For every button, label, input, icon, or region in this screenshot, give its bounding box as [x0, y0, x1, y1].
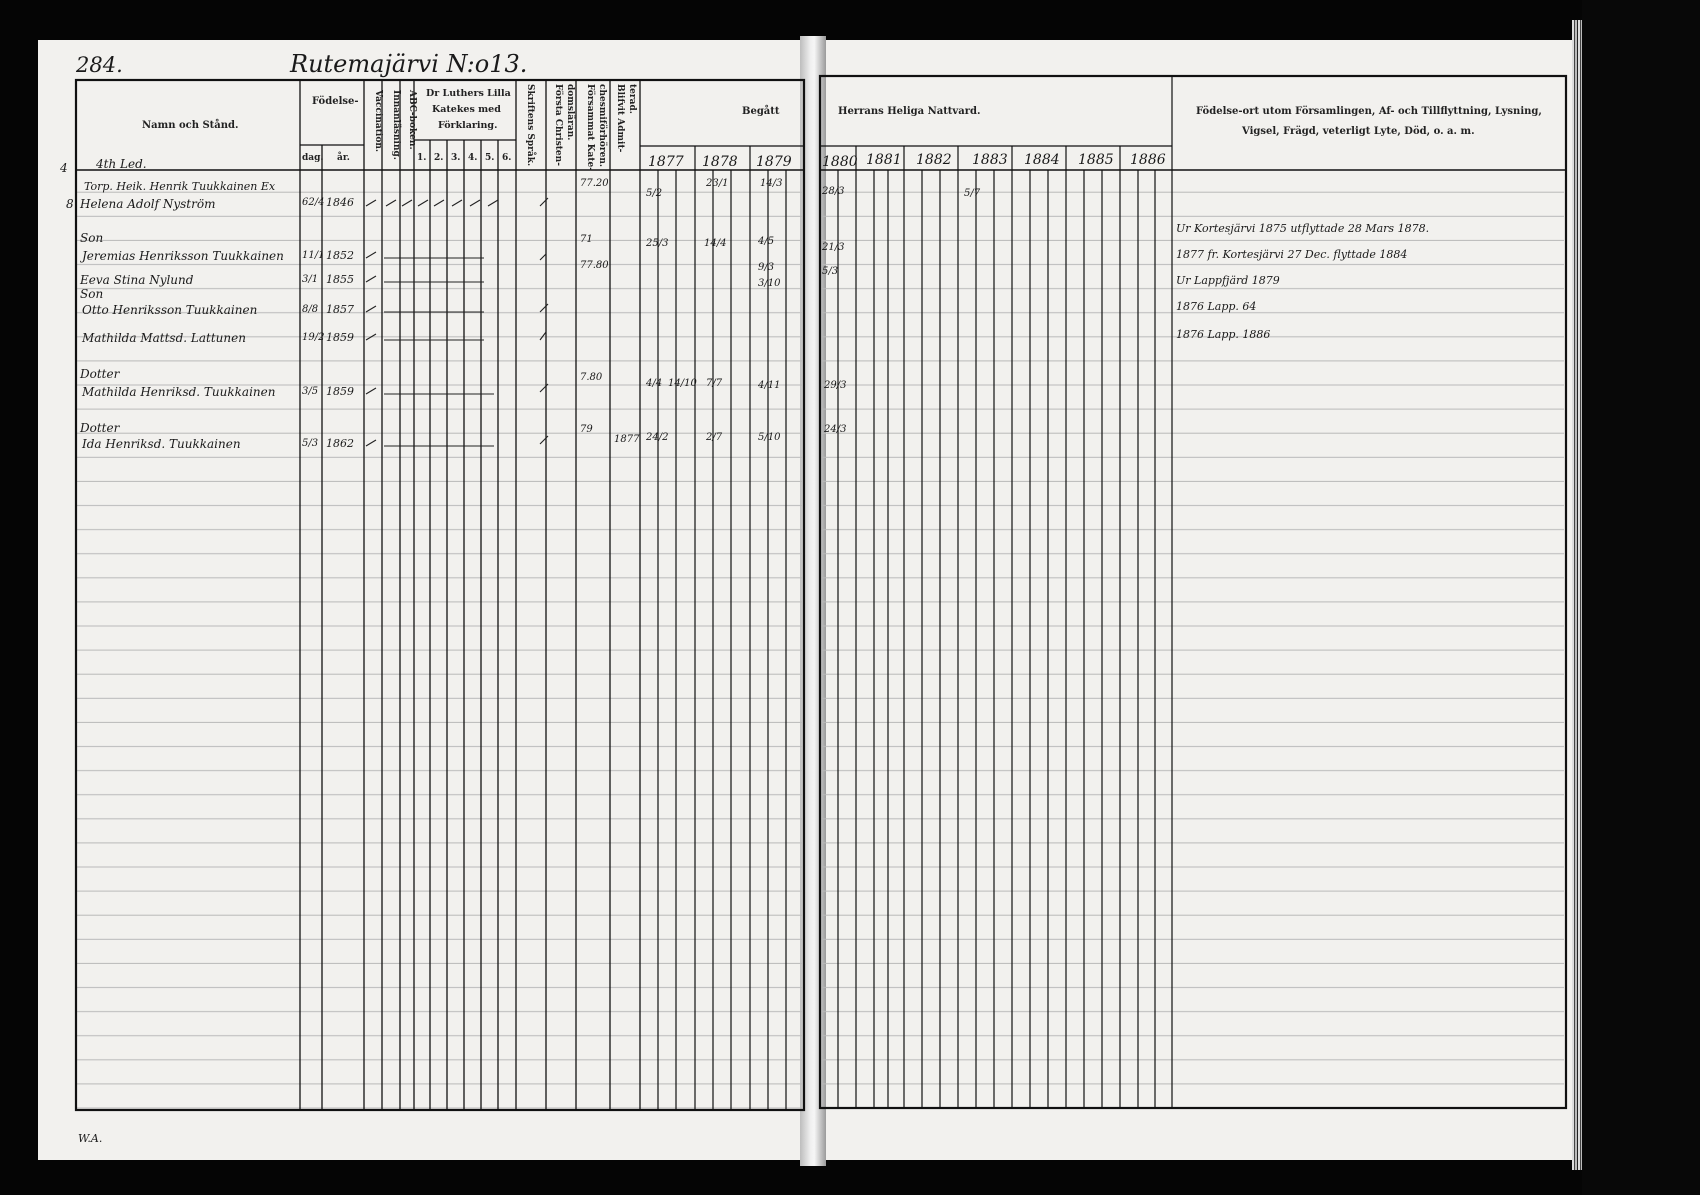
svg-text:2/7: 2/7	[706, 432, 723, 443]
svg-text:7/7: 7/7	[706, 378, 723, 389]
svg-text:28/3: 28/3	[822, 186, 845, 197]
entry-name: Ida Henriksd. Tuukkainen	[82, 437, 241, 451]
year-1877: 1877	[648, 154, 684, 170]
remark-line: 1876 Lapp. 64	[1176, 300, 1257, 313]
year-1878: 1878	[702, 154, 738, 170]
village-title: Rutemajärvi N:o13.	[290, 50, 528, 78]
entry-name: Helena Adolf Nyström	[80, 197, 216, 211]
name-column-header: Namn och Stånd.	[142, 120, 239, 131]
svg-text:14/10: 14/10	[668, 378, 697, 389]
entry-year: 1859	[326, 331, 354, 344]
remarks-header-2: Vigsel, Frägd, veterligt Lyte, Död, o. a. m.	[1242, 126, 1475, 137]
remark-line: 1877 fr. Kortesjärvi 27 Dec. flyttade 1884	[1176, 248, 1408, 261]
entry-day: 8/8	[302, 304, 319, 315]
forsamlat-header-2: chesmiförhören.	[597, 84, 607, 168]
entry-day: 11/1	[302, 250, 325, 261]
luther-header-3: Förklaring.	[438, 120, 498, 131]
year-1881: 1881	[866, 152, 902, 168]
svg-text:4/4: 4/4	[646, 378, 663, 389]
luther-col-5: 5.	[485, 153, 495, 163]
svg-text:25/3: 25/3	[646, 238, 669, 249]
remark-line: Ur Kortesjärvi 1875 utflyttade 28 Mars 1878.	[1176, 222, 1430, 235]
entry-relation: 4th Led.	[96, 157, 147, 171]
remarks-header-1: Födelse-ort utom Församlingen, Af- och Tillflyttning, Lysning,	[1196, 106, 1542, 117]
svg-text:14/4: 14/4	[704, 238, 727, 249]
entry-relation: Dotter	[80, 367, 120, 381]
entry-prefix: 4	[60, 161, 68, 175]
entry-day: 3/5	[302, 386, 319, 397]
svg-text:4/11: 4/11	[758, 380, 781, 391]
luther-col-4: 4.	[468, 153, 478, 163]
entry-year: 1859	[326, 385, 354, 398]
entry-year: 1855	[326, 273, 354, 286]
entry-day: 3/1	[302, 274, 319, 285]
svg-text:14/3: 14/3	[760, 178, 783, 189]
entry-year: 1846	[326, 196, 354, 209]
blifvit-header-2: terad.	[627, 84, 637, 114]
year-header: år.	[337, 153, 350, 163]
year-1879: 1879	[756, 154, 792, 170]
luther-col-2: 2.	[434, 153, 444, 163]
entry-name: Eeva Stina Nylund	[80, 273, 194, 287]
year-1880: 1880	[822, 154, 858, 170]
year-1885: 1885	[1078, 152, 1114, 168]
entry-year: 1857	[326, 303, 354, 316]
remark-line: Ur Lappfjärd 1879	[1176, 274, 1280, 287]
svg-text:29/3: 29/3	[824, 380, 847, 391]
day-header: dag.	[302, 153, 324, 163]
svg-text:1877: 1877	[614, 434, 640, 445]
entry-name: Otto Henriksson Tuukkainen	[82, 303, 258, 317]
svg-text:24/2: 24/2	[646, 432, 669, 443]
begatt-header: Begått	[742, 106, 780, 117]
svg-text:24/3: 24/3	[824, 424, 847, 435]
luther-header-2: Katekes med	[432, 104, 501, 115]
abc-header: ABC-boken.	[407, 90, 417, 150]
svg-text:77.80: 77.80	[580, 260, 609, 271]
entry-relation: Dotter	[80, 421, 120, 435]
entry-day: 19/2	[302, 332, 325, 343]
entry-name: Mathilda Henriksd. Tuukkainen	[82, 385, 276, 399]
entry-day: 62/4	[302, 197, 325, 208]
svg-text:77.20: 77.20	[580, 178, 609, 189]
year-1886: 1886	[1130, 152, 1166, 168]
blifvit-header-1: Blifvit Admit-	[615, 84, 625, 153]
forsamlat-header-1: Försammat Kate-	[585, 84, 595, 171]
luther-col-6: 6.	[502, 153, 512, 163]
entry-relation: Son	[80, 231, 104, 245]
footer-mark: W.A.	[78, 1132, 103, 1145]
forsta-header-1: Första Christen-	[553, 84, 563, 166]
luther-header-1: Dr Luthers Lilla	[426, 88, 511, 99]
entry-name: Jeremias Henriksson Tuukkainen	[82, 249, 284, 263]
skriftens-header: Skriftens Språk.	[525, 84, 535, 167]
svg-text:7.80: 7.80	[580, 372, 603, 383]
forsta-header-2: domsläran.	[565, 84, 575, 141]
svg-text:71: 71	[580, 234, 593, 245]
entry-prefix: 8	[66, 197, 74, 211]
entry-year: 1862	[326, 437, 354, 450]
svg-text:5/3: 5/3	[822, 266, 839, 277]
entry-relation: Son	[80, 287, 104, 301]
vaccination-header: Vaccination.	[373, 90, 383, 152]
year-1882: 1882	[916, 152, 952, 168]
innanlasning-header: Innanläsning.	[391, 90, 401, 160]
luther-col-1: 1.	[417, 153, 427, 163]
remark-line: 1876 Lapp. 1886	[1176, 328, 1271, 341]
svg-text:4/5: 4/5	[758, 236, 775, 247]
page-number: 284.	[76, 53, 123, 77]
svg-text:5/2: 5/2	[646, 188, 663, 199]
svg-text:21/3: 21/3	[822, 242, 845, 253]
luther-col-3: 3.	[451, 153, 461, 163]
svg-text:23/1: 23/1	[706, 178, 729, 189]
birth-header: Födelse-	[312, 96, 359, 107]
svg-text:9/3: 9/3	[758, 262, 775, 273]
entry-day: 5/3	[302, 438, 319, 449]
entry-relation: Torp. Heik. Henrik Tuukkainen Ex	[84, 180, 276, 193]
svg-text:5/10: 5/10	[758, 432, 781, 443]
svg-text:3/10: 3/10	[758, 278, 781, 289]
svg-text:5/7: 5/7	[964, 188, 981, 199]
nattvard-header: Herrans Heliga Nattvard.	[838, 106, 981, 117]
year-1883: 1883	[972, 152, 1008, 168]
year-1884: 1884	[1024, 152, 1060, 168]
entry-year: 1852	[326, 249, 354, 262]
svg-text:79: 79	[580, 424, 593, 435]
entry-name: Mathilda Mattsd. Lattunen	[82, 331, 246, 345]
